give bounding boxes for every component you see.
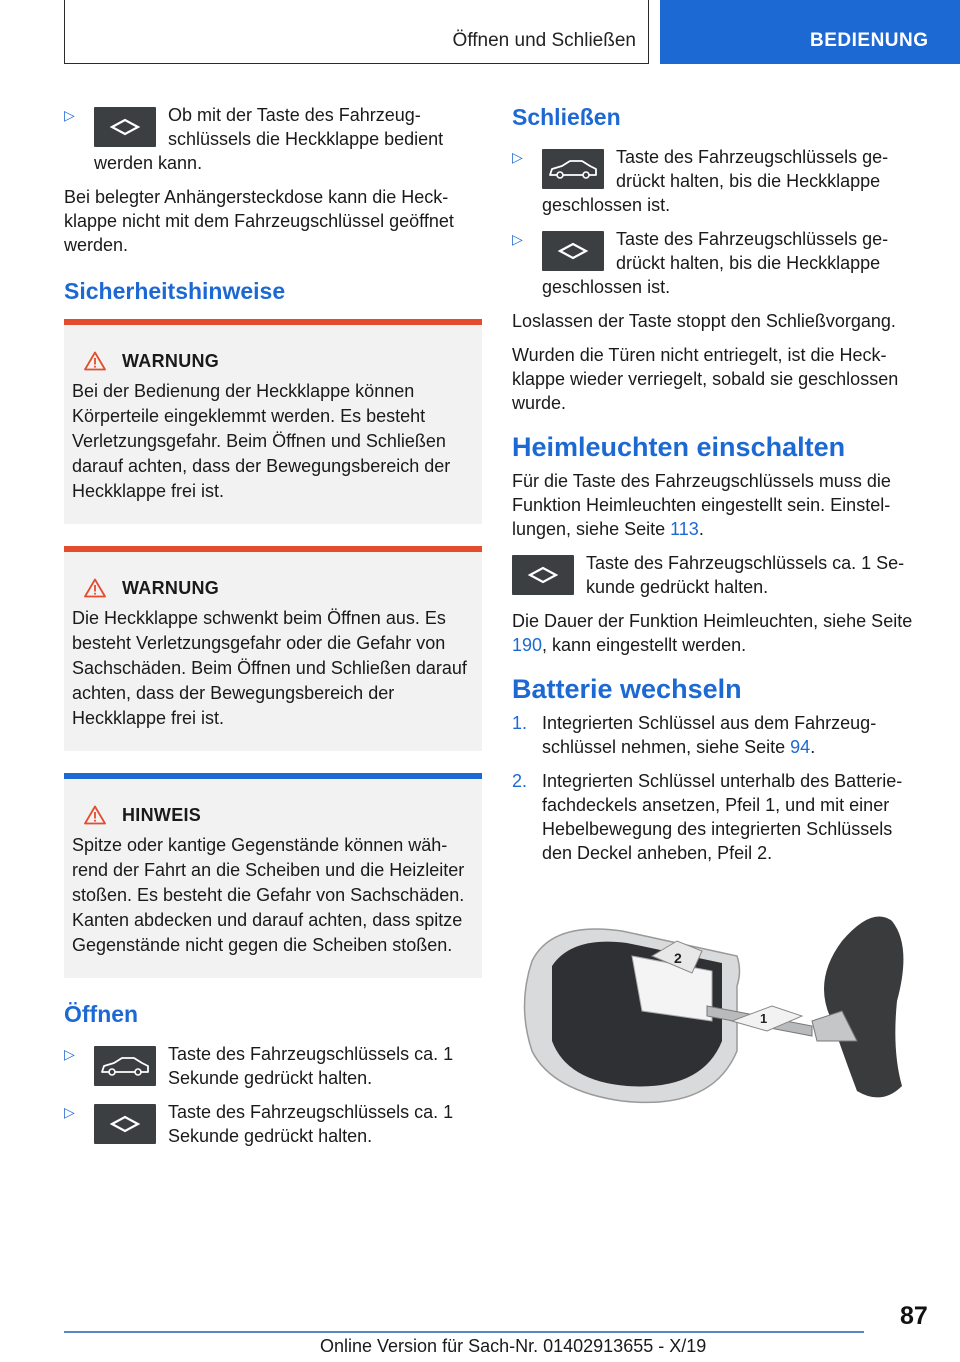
list-item xyxy=(512,227,927,299)
note-box xyxy=(64,773,482,978)
footer-divider xyxy=(64,1331,864,1333)
step-text: Integrierten Schlüssel unterhalb des Batteriefachdeckels ansetzen, Pfeil 1, und mit einer Hebelbewegung des integrierten Schlüssels den Deckel anheben, Pfeil 2. xyxy=(542,771,903,863)
section-heading: Batterie wechseln xyxy=(512,674,742,704)
text-run: Die Dauer der Funktion Heimleuchten, siehe Seite xyxy=(512,611,913,631)
paragraph: Loslassen der Taste stoppt den Schließvorgang. xyxy=(512,311,896,331)
key-instruction-text: Taste des Fahrzeugschlüssels ca. 1 Sekunde gedrückt halten. xyxy=(586,553,905,597)
section-heading: Heimleuchten einschalten xyxy=(512,432,846,462)
header-title-box xyxy=(64,0,649,64)
warning-box xyxy=(64,546,482,751)
tailgate-diamond-icon xyxy=(542,231,604,271)
key-battery-illustration xyxy=(512,901,927,1121)
list-item-text: Taste des Fahrzeugschlüssels gedrückt halten, bis die Heckklappe geschlossen ist. xyxy=(542,147,889,215)
bullet-triangle-icon: ▷ xyxy=(512,231,523,247)
paragraph: Bei belegter Anhängersteckdose kann die Heckklappe nicht mit dem Fahrzeugschlüssel geöffnet werden. xyxy=(64,187,454,255)
step-text: Integrierten Schlüssel aus dem Fahrzeugschlüssel nehmen, siehe Seite xyxy=(542,713,877,757)
list-item-text: Taste des Fahrzeugschlüssels gedrückt halten, bis die Heckklappe geschlossen ist. xyxy=(542,229,889,297)
section-heading: Schließen xyxy=(512,104,621,130)
section-heading: Sicherheitshinweise xyxy=(64,278,286,304)
bullet-triangle-icon: ▷ xyxy=(64,107,75,123)
section-heading: Öffnen xyxy=(64,1001,139,1027)
list-item xyxy=(64,1042,482,1090)
note-header xyxy=(84,803,474,827)
warning-triangle-icon xyxy=(84,578,106,598)
warning-triangle-icon xyxy=(84,805,106,825)
footer-version: Online Version für Sach-Nr. 01402913655 - X/19 xyxy=(320,1336,707,1356)
section-tab-label: BEDIENUNG xyxy=(810,30,929,51)
car-tailgate-icon xyxy=(94,1046,156,1086)
header-title: Öffnen und Schließen xyxy=(452,30,636,51)
list-item xyxy=(512,145,927,217)
bullet-triangle-icon: ▷ xyxy=(64,1104,75,1120)
warning-label: WARNUNG xyxy=(122,578,220,598)
list-item xyxy=(64,103,482,175)
warning-box xyxy=(64,319,482,524)
note-label: HINWEIS xyxy=(122,805,202,825)
list-item-text: Taste des Fahrzeugschlüssels ca. 1 Sekunde gedrückt halten. xyxy=(168,1044,454,1088)
tailgate-diamond-icon xyxy=(94,1104,156,1144)
warning-header xyxy=(84,576,474,600)
warning-text: Bei der Bedienung der Heckklappe können Körperteile eingeklemmt werden. Es besteht Verletzungsgefahr. Beim Öffnen und Schließen darauf achten, dass der Bewegungsbereich der Heckklappe frei ist. xyxy=(72,381,451,501)
paragraph xyxy=(512,609,927,657)
text-run: Für die Taste des Fahrzeugschlüssels muss die Funktion Heimleuchten eingestellt sein. Einstellungen, siehe Seite xyxy=(512,471,891,539)
car-tailgate-icon xyxy=(542,149,604,189)
warning-triangle-icon xyxy=(84,351,106,371)
right-column xyxy=(512,103,927,1127)
warning-text: Die Heckklappe schwenkt beim Öffnen aus. Es besteht Verletzungsgefahr oder die Gefahr von Sachschäden. Beim Öffnen und Schließen darauf achten, dass der Bewegungsbereich der Heckklappe frei ist. xyxy=(72,608,467,728)
warning-header xyxy=(84,349,474,373)
text-run: . xyxy=(810,737,816,757)
warning-label: WARNUNG xyxy=(122,351,220,371)
step-number: 2. xyxy=(512,771,528,791)
step-number: 1. xyxy=(512,713,528,733)
note-text: Spitze oder kantige Gegenstände können während der Fahrt an die Scheiben und die Heizleiter stoßen. Es besteht die Gefahr von Sachschäden. Kanten abdecken und darauf achten, dass spitze Gegenstände nicht gegen die Scheiben stoßen. xyxy=(72,835,465,955)
paragraph xyxy=(512,469,927,541)
tailgate-diamond-icon xyxy=(94,107,156,147)
list-item-text: Taste des Fahrzeugschlüssels ca. 1 Sekunde gedrückt halten. xyxy=(168,1102,454,1146)
text-run: , kann eingestellt werden. xyxy=(542,635,747,655)
list-item xyxy=(512,769,927,865)
section-tab xyxy=(660,0,960,64)
paragraph: Wurden die Türen nicht entriegelt, ist die Heckklappe wieder verriegelt, sobald sie geschlossen wurde. xyxy=(512,345,899,413)
page-link[interactable]: 190 xyxy=(512,635,543,655)
tailgate-diamond-icon xyxy=(512,555,574,595)
numbered-list xyxy=(512,711,927,865)
text-run: . xyxy=(698,519,704,539)
page-number: 87 xyxy=(900,1302,928,1330)
bullet-triangle-icon: ▷ xyxy=(64,1046,75,1062)
bullet-triangle-icon: ▷ xyxy=(512,149,523,165)
list-item xyxy=(64,1100,482,1148)
arrow-label: 2 xyxy=(674,950,682,966)
list-item-text: Ob mit der Taste des Fahrzeugschlüssels die Heckklappe bedient werden kann. xyxy=(94,105,444,173)
key-instruction xyxy=(512,551,927,599)
page-link[interactable]: 94 xyxy=(790,737,811,757)
page-link[interactable]: 113 xyxy=(670,519,699,539)
arrow-label: 1 xyxy=(760,1011,768,1026)
left-column xyxy=(64,103,482,1158)
list-item xyxy=(512,711,927,759)
